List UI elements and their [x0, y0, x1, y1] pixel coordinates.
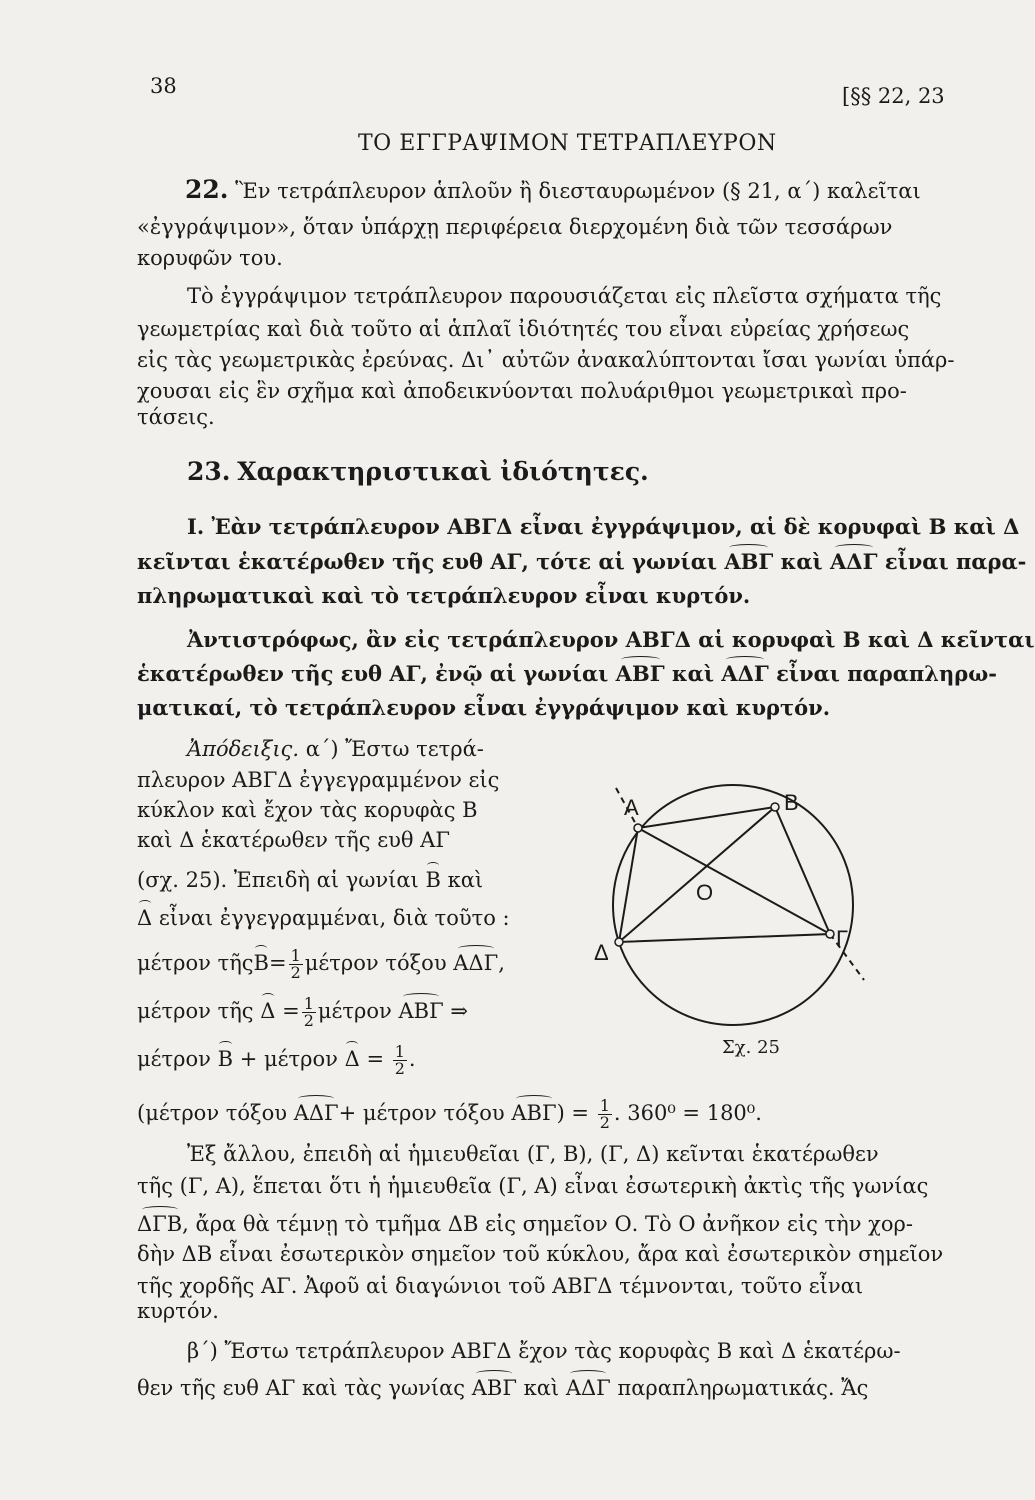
section-reference: [§§ 22, 23	[842, 84, 945, 108]
sec22-line3: κορυφῶν του.	[137, 246, 283, 270]
para2-line5: τῆς χορδῆς ΑΓ. Ἀφοῦ αἱ διαγώνιοι τοῦ ΑΒΓΔ τέμνονται, τοῦτο εἶναι	[137, 1274, 864, 1298]
angle-ADG: ΑΔΓ	[830, 549, 878, 574]
theorem-line1: Ι. Ἐὰν τετράπλευρον ΑΒΓΔ εἶναι ἐγγράψιμον, αἱ δὲ κορυφαὶ Β καὶ Δ	[187, 514, 1020, 539]
fraction: $\frac{1}{2}$	[290, 946, 301, 982]
label-B: Β	[784, 790, 799, 815]
chapter-title: ΤΟ ΕΓΓΡΑΨΙΜΟΝ ΤΕΤΡΑΠΛΕΥΡΟΝ	[358, 131, 777, 156]
angle-ABG: ΑΒΓ	[615, 661, 665, 686]
measure-eq2: μέτρον τῆς Δ = $\frac{1}{2}$ μέτρον ΑΒΓ ⇒	[137, 994, 468, 1030]
proof-line1: Ἀπόδειξις. α΄) Ἔστω τετρά-	[187, 737, 484, 761]
para2-line1: Ἐξ ἄλλου, ἐπειδὴ αἱ ἡμιευθεῖαι (Γ, Β), (Γ, Δ) κεῖνται ἑκατέρωθεν	[187, 1142, 879, 1166]
sec23-heading: 23. Χαρακτηριστικαὶ ἰδιότητες.	[187, 457, 649, 486]
proof-line6: Δ εἶναι ἐγγεγραμμέναι, διὰ τοῦτο :	[137, 906, 510, 930]
theorem-line3: πληρωματικαὶ καὶ τὸ τετράπλευρον εἶναι κυρτόν.	[137, 583, 751, 608]
measure-eq4: (μέτρον τόξου ΑΔΓ+ μέτρον τόξου ΑΒΓ) = $\frac{1}{2}$ . 360⁰ = 180⁰.	[137, 1096, 762, 1132]
proof-line2: πλευρον ΑΒΓΔ ἐγγεγραμμένον εἰς	[137, 768, 500, 792]
para2-line2: τῆς (Γ, Α), ἕπεται ὅτι ἡ ἡμιευθεῖα (Γ, Α) εἶναι ἐσωτερικὴ ἀκτὶς τῆς γωνίας	[137, 1174, 929, 1198]
proof-line5: (σχ. 25). Ἐπειδὴ αἱ γωνίαι Β καὶ	[137, 868, 484, 892]
para3-line1: β΄) Ἔστω τετράπλευρον ΑΒΓΔ ἔχον τὰς κορυφὰς Β καὶ Δ ἑκατέρω-	[187, 1339, 901, 1363]
para1-line4: χουσαι εἰς ἓν σχῆμα καὶ ἀποδεικνύονται πολυάριθμοι γεωμετρικαὶ προ-	[137, 379, 907, 403]
para2-line6: κυρτόν.	[137, 1299, 219, 1323]
para2-line3: ΔΓΒ, ἄρα θὰ τέμνῃ τὸ τμῆμα ΔΒ εἰς σημεῖον Ο. Τὸ Ο ἀνῆκον εἰς τὴν χορ-	[137, 1212, 913, 1236]
para1-line3: εἰς τὰς γεωμετρικὰς ἐρεύνας. Δι᾽ αὐτῶν ἀνακαλύπτονται ἴσαι γωνίαι ὑπάρ-	[137, 348, 955, 372]
quadrilateral	[619, 807, 830, 942]
point-D	[615, 938, 623, 946]
measure-eq1: μέτρον τῆςΒ= $\frac{1}{2}$ μέτρον τόξου ΑΔΓ,	[137, 946, 505, 982]
angle-ADG: ΑΔΓ	[721, 661, 769, 686]
point-B	[771, 803, 779, 811]
point-G	[826, 930, 834, 938]
proof-line3: κύκλον καὶ ἔχον τὰς κορυφὰς Β	[137, 798, 478, 822]
para2-line4: δὴν ΔΒ εἶναι ἐσωτερικὸν σημεῖον τοῦ κύκλου, ἄρα καὶ ἐσωτερικὸν σημεῖον	[137, 1242, 944, 1266]
para1-line2: γεωμετρίας καὶ διὰ τοῦτο αἱ ἁπλαῖ ἰδιότητές του εἶναι εὐρείας χρήσεως	[137, 317, 910, 341]
fraction: $\frac{1}{2}$	[303, 994, 314, 1030]
sec23-title: Χαρακτηριστικαὶ ἰδιότητες.	[237, 457, 649, 486]
theorem-line2: κεῖνται ἑκατέρωθεν τῆς ευθ ΑΓ, τότε αἱ γωνίαι ΑΒΓ καὶ ΑΔΓ εἶναι παρα-	[137, 549, 1027, 574]
para3-line2: θεν τῆς ευθ ΑΓ καὶ τὰς γωνίας ΑΒΓ καὶ ΑΔΓ παραπληρωματικάς. Ἄς	[137, 1376, 869, 1400]
measure-eq3: μέτρον Β + μέτρον Δ = $\frac{1}{2}$ .	[137, 1042, 416, 1078]
point-A	[634, 824, 642, 832]
diagonal-AG	[638, 828, 830, 934]
label-G: Γ	[836, 926, 849, 951]
converse-line3: ματικαί, τὸ τετράπλευρον εἶναι ἐγγράψιμον καὶ κυρτόν.	[137, 695, 830, 720]
converse-line2: ἑκατέρωθεν τῆς ευθ ΑΓ, ἐνῷ αἱ γωνίαι ΑΒΓ καὶ ΑΔΓ εἶναι παραπληρω-	[137, 661, 997, 686]
fraction: $\frac{1}{2}$	[394, 1042, 405, 1078]
fraction: $\frac{1}{2}$	[599, 1096, 610, 1132]
label-A: Α	[624, 795, 639, 820]
figure-25-diagram	[588, 770, 888, 1070]
label-O: Ο	[696, 880, 714, 905]
proof-label: Ἀπόδειξις.	[187, 737, 299, 761]
label-D: Δ	[594, 940, 609, 965]
sec22-line2: «ἐγγράψιμον», ὅταν ὑπάρχῃ περιφέρεια διερχομένη διὰ τῶν τεσσάρων	[137, 215, 893, 239]
proof-line4: καὶ Δ ἑκατέρωθεν τῆς ευθ ΑΓ	[137, 828, 450, 852]
para1-line5: τάσεις.	[137, 405, 215, 429]
page-number: 38	[150, 74, 177, 98]
para1-line1: Τὸ ἐγγράψιμον τετράπλευρον παρουσιάζεται εἰς πλεῖστα σχήματα τῆς	[187, 284, 942, 308]
sec22-number: 22.	[185, 175, 229, 204]
converse-line1: Ἀντιστρόφως, ἂν εἰς τετράπλευρον ΑΒΓΔ αἱ κορυφαὶ Β καὶ Δ κεῖνται	[187, 627, 1035, 652]
sec22-line1: 22. Ἓν τετράπλευρον ἁπλοῦν ἢ διεσταυρωμένον (§ 21, α΄) καλεῖται	[185, 175, 921, 204]
angle-ABG: ΑΒΓ	[724, 549, 774, 574]
figure-caption: Σχ. 25	[722, 1037, 780, 1058]
